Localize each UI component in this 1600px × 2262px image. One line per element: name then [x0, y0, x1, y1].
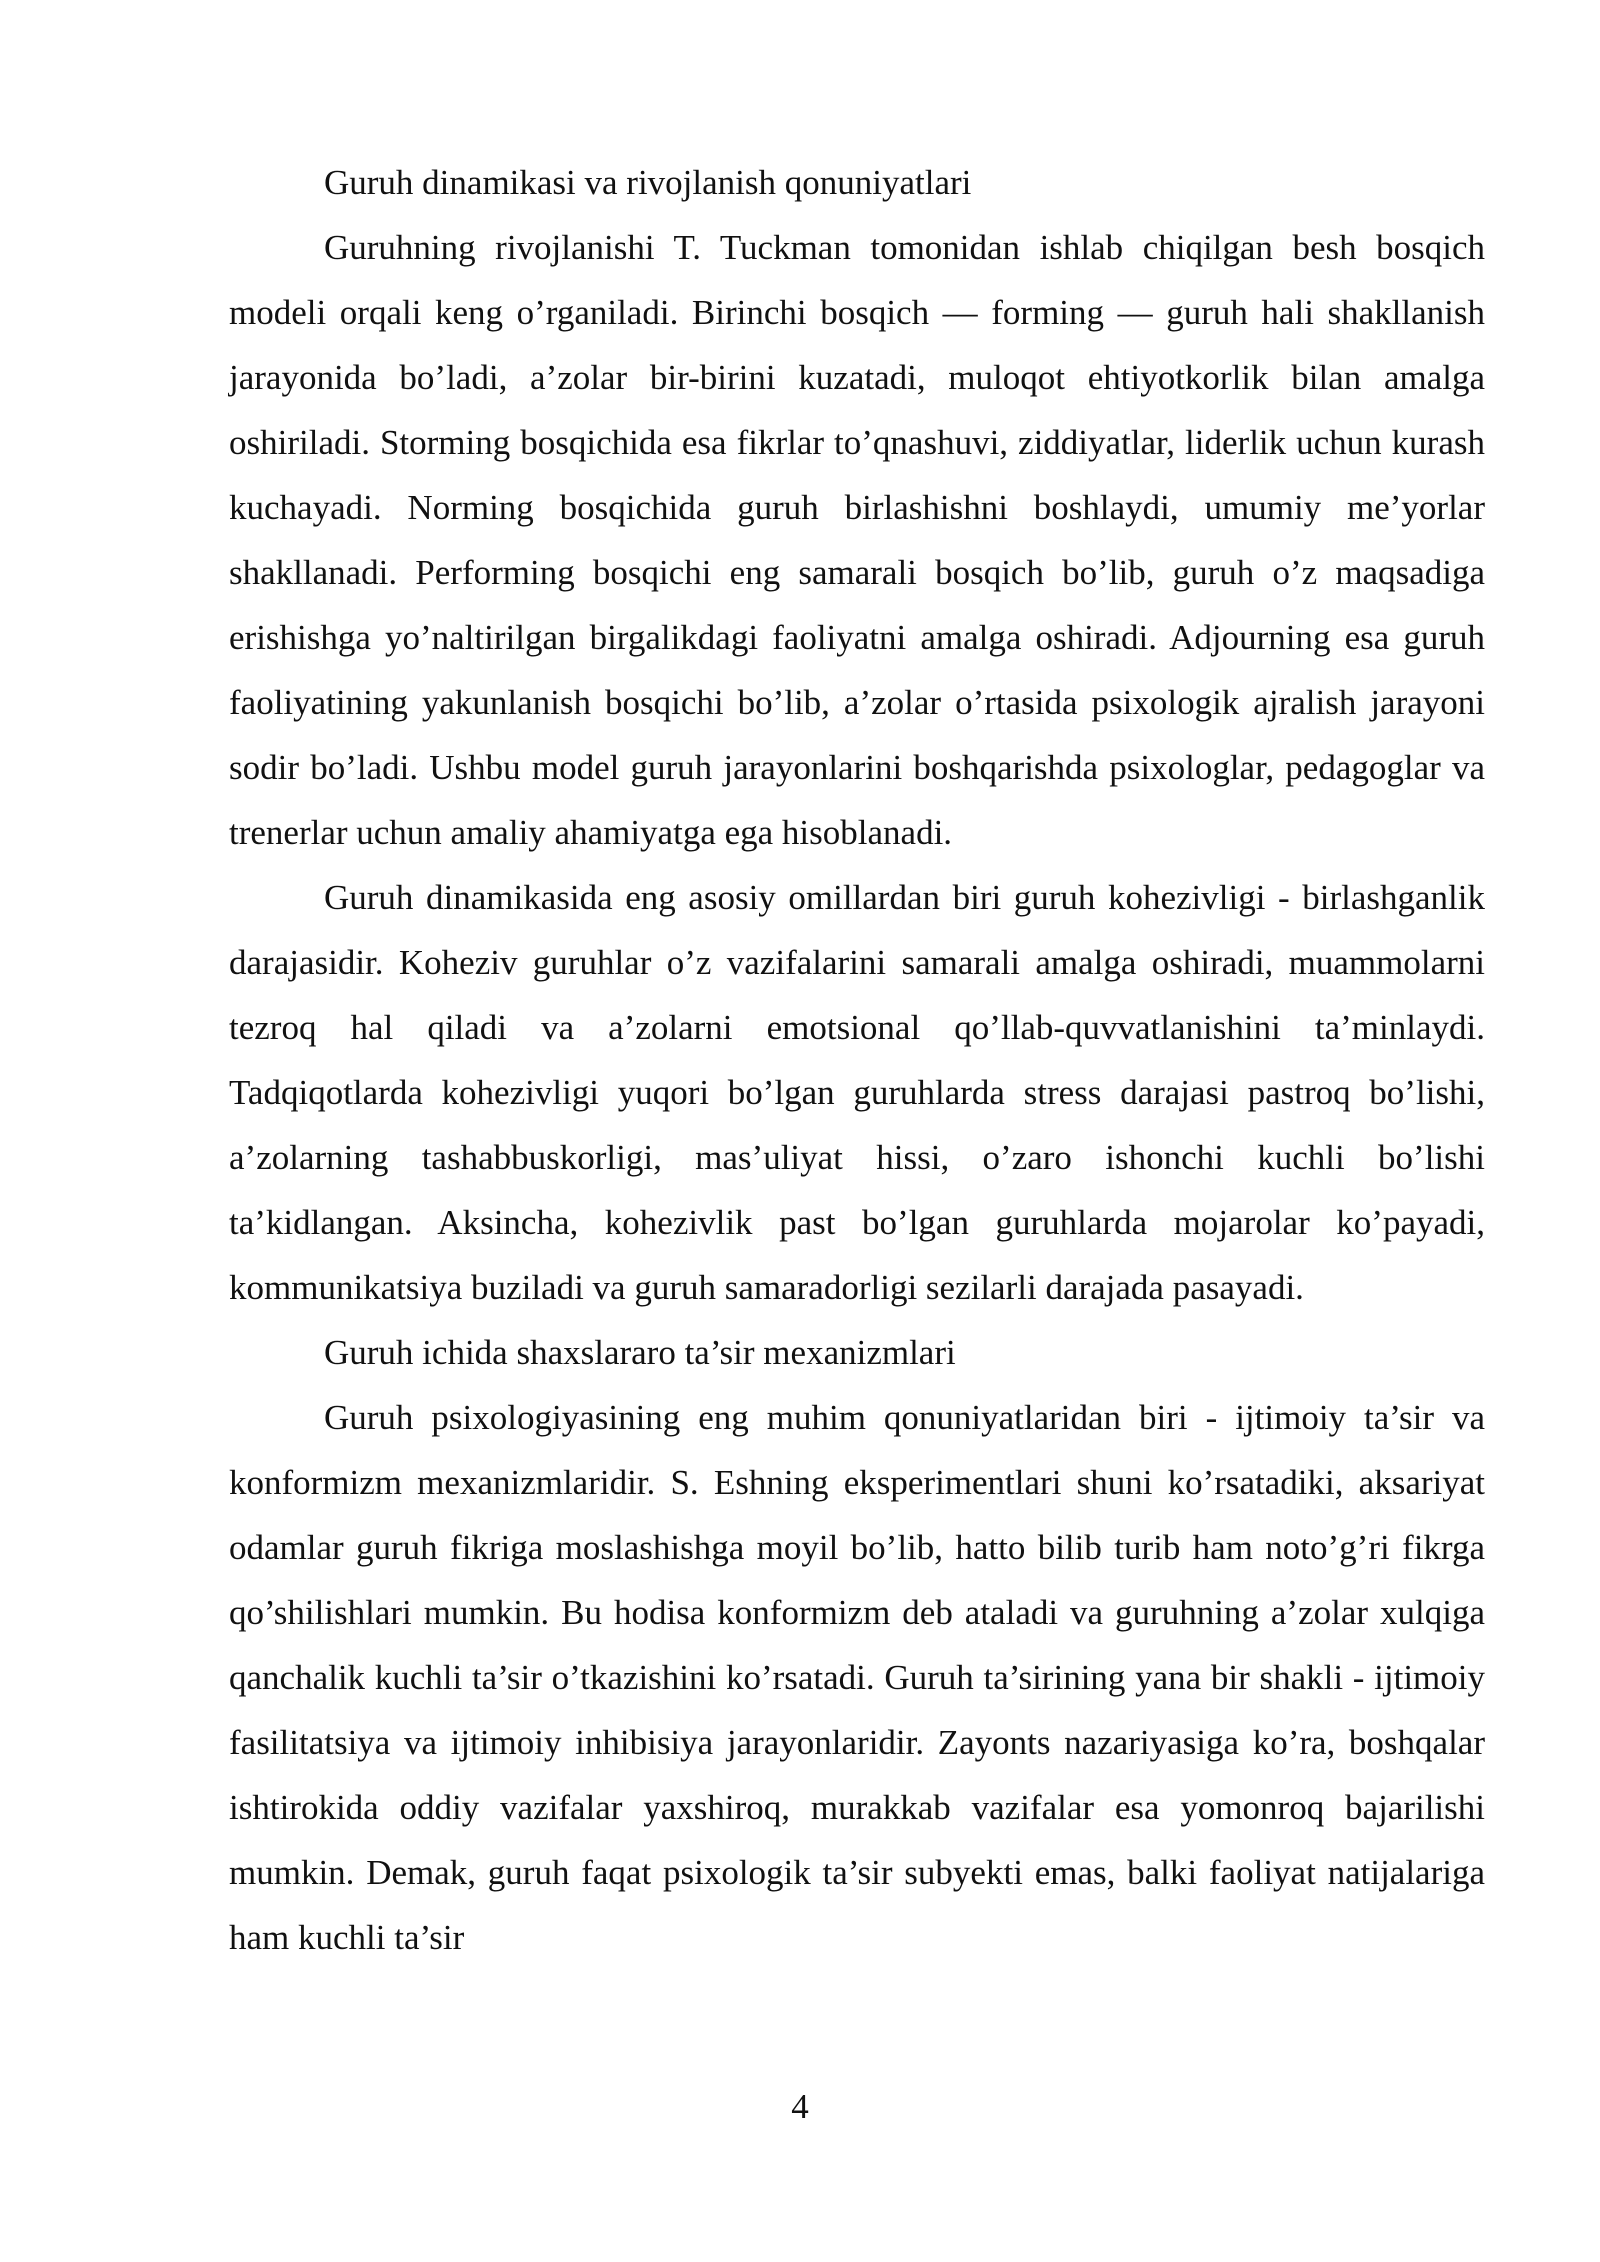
paragraph-group-cohesion: Guruh dinamikasida eng asosiy omillardan biri guruh kohezivligi - birlashganlik darajasidir. Koheziv guruhlar o’z vazifalarini samarali amalga oshiradi, muammolarni tezroq hal qiladi va a’zolarni emotsional qo’llab-quvvatlanishini ta’minlaydi. Tadqiqotlarda kohezivligi yuqori bo’lgan guruhlarda stress darajasi pastroq bo’lishi, a’zolarning tashabbuskorligi, mas’uliyat hissi, o’zaro ishonchi kuchli bo’lishi ta’kidlangan. Aksincha, kohezivlik past bo’lgan guruhlarda mojarolar ko’payadi, kommunikatsiya buziladi va guruh samaradorligi sezilarli darajada pasayadi. — [229, 878, 1485, 1307]
paragraph-tuckman-model: Guruhning rivojlanishi T. Tuckman tomonidan ishlab chiqilgan besh bosqich modeli orqali keng o’rganiladi. Birinchi bosqich — forming — guruh hali shakllanish jarayonida bo’ladi, a’zolar bir-birini kuzatadi, muloqot ehtiyotkorlik bilan amalga oshiriladi. Storming bosqichida esa fikrlar to’qnashuvi, ziddiyatlar, liderlik uchun kurash kuchayadi. Norming bosqichida guruh birlashishni boshlaydi, umumiy me’yorlar shakllanadi. Performing bosqichi eng samarali bosqich bo’lib, guruh o’z maqsadiga erishishga yo’naltirilgan birgalikdagi faoliyatni amalga oshiradi. Adjourning esa guruh faoliyatining yakunlanish bosqichi bo’lib, a’zolar o’rtasida psixologik ajralish jarayoni sodir bo’ladi. Ushbu model guruh jarayonlarini boshqarishda psixologlar, pedagoglar va trenerlar uchun amaliy ahamiyatga ega hisoblanadi. — [229, 228, 1485, 852]
section-heading-interpersonal-influence: Guruh ichida shaxslararo ta’sir mexanizmlari — [324, 1333, 956, 1372]
page-content — [229, 150, 1485, 1970]
page-number: 4 — [791, 2087, 809, 2126]
section-heading-group-dynamics: Guruh dinamikasi va rivojlanish qonuniyatlari — [324, 163, 972, 202]
paragraph-social-influence: Guruh psixologiyasining eng muhim qonuniyatlaridan biri - ijtimoiy ta’sir va konformizm mexanizmlaridir. S. Eshning eksperimentlari shuni ko’rsatadiki, aksariyat odamlar guruh fikriga moslashishga moyil bo’lib, hatto bilib turib ham noto’g’ri fikrga qo’shilishlari mumkin. Bu hodisa konformizm deb ataladi va guruhning a’zolar xulqiga qanchalik kuchli ta’sir o’tkazishini ko’rsatadi. Guruh ta’sirining yana bir shakli - ijtimoiy fasilitatsiya va ijtimoiy inhibisiya jarayonlaridir. Zayonts nazariyasiga ko’ra, boshqalar ishtirokida oddiy vazifalar yaxshiroq, murakkab vazifalar esa yomonroq bajarilishi mumkin. Demak, guruh faqat psixologik ta’sir subyekti emas, balki faoliyat natijalariga ham kuchli ta’sir — [229, 1398, 1485, 1957]
